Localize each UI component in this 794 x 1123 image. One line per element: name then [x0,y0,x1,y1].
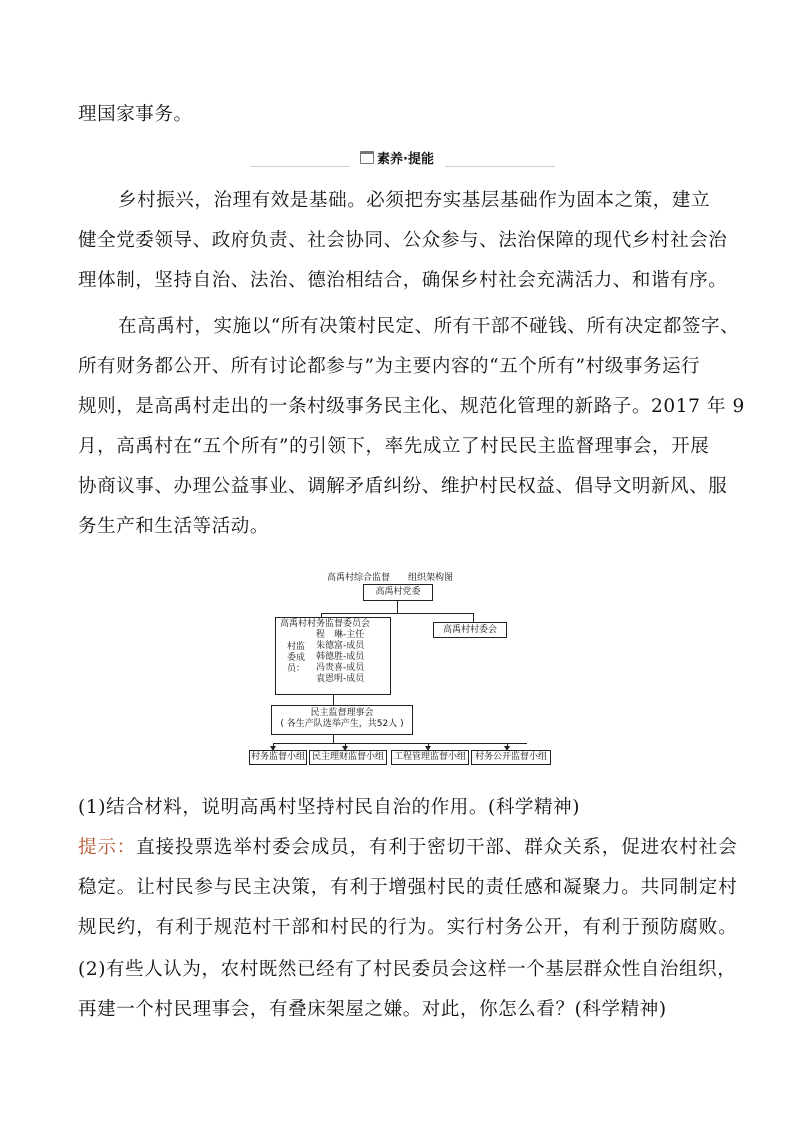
paragraph-line: 理体制，坚持自治、法治、德治相结合，确保乡村社会充满活力、和谐有序。 [78,270,728,291]
hint-line: 规民约，有利于规范村干部和村民的行为。实行村务公开，有利于预防腐败。 [78,917,738,938]
section-header-label: 素养·提能 [377,152,434,167]
org-node-council [271,705,413,735]
org-node-label: 高禹村村务监督委员会 [280,619,371,629]
paragraph-line: 乡村振兴，治理有效是基础。必须把夯实基层基础作为固本之策，建立 [118,190,711,211]
member-item: 冯贵喜-成员 [316,663,365,673]
hint-text: 直接投票选举村委会成员，有利于密切干部、群众关系，促进农村社会 [136,837,738,858]
org-node-party: 高禹村党委 [363,584,433,601]
org-node-supervision [275,617,391,695]
text-line: 理国家事务。 [78,104,193,125]
hint-line: 稳定。让村民参与民主决策，有利于增强村民的责任感和凝聚力。共同制定村 [78,877,738,898]
member-item: 袁恩明-成员 [316,674,365,684]
org-chart-title: 高禹村综合监督 组织架构图 [327,573,454,583]
members-label-line: 村监 [287,642,306,652]
member-item: 朱德富-成员 [316,641,365,651]
hint-label: 提示： [78,837,137,858]
members-label-line: 员： [287,664,306,674]
member-item: 程 琳-主任 [316,630,365,640]
org-node-group: 村务监督小组 [249,750,307,765]
org-node-group: 村务公开监督小组 [471,750,551,765]
question-1: (1)结合材料，说明高禹村坚持村民自治的作用。(科学精神) [78,797,581,818]
book-icon [360,151,374,164]
paragraph-line: 月，高禹村在“五个所有”的引领下，率先成立了村民民主监督理事会，开展 [78,436,710,457]
hint-line [78,833,738,859]
paragraph-line: 规则，是高禹村走出的一条村级事务民主化、规范化管理的新路子。2017 年 9 [78,396,745,417]
section-header [0,148,794,167]
org-node-committee: 高禹村村委会 [433,622,507,638]
paragraph-line: 在高禹村，实施以“所有决策村民定、所有干部不碰钱、所有决定都签字、 [118,316,740,337]
paragraph-line: 务生产和生活等活动。 [78,516,270,537]
org-node-group: 民主理财监督小组 [309,750,387,765]
question-2: 再建一个村民理事会，有叠床架屋之嫌。对此，你怎么看？(科学精神) [78,999,667,1020]
members-label-line: 委成 [287,653,306,663]
council-note: ( 各生产队选举产生，共52人 ) [280,719,404,729]
org-chart [245,570,555,770]
paragraph-line: 所有财务都公开、所有讨论都参与”为主要内容的“五个所有”村级事务运行 [78,356,701,377]
member-item: 韩德胜-成员 [316,652,365,662]
members-label [287,642,305,675]
question-2: (2)有些人认为，农村既然已经有了村民委员会这样一个基层群众性自治组织， [78,959,737,980]
paragraph-line: 协商议事、办理公益事业、调解矛盾纠纷、维护村民权益、倡导文明新风、服 [78,476,728,497]
paragraph-line: 健全党委领导、政府负责、社会协同、公众参与、法治保障的现代乡村社会治 [78,230,728,251]
council-title: 民主监督理事会 [310,708,374,718]
org-node-group: 工程管理监督小组 [391,750,469,765]
members-list [316,630,364,685]
